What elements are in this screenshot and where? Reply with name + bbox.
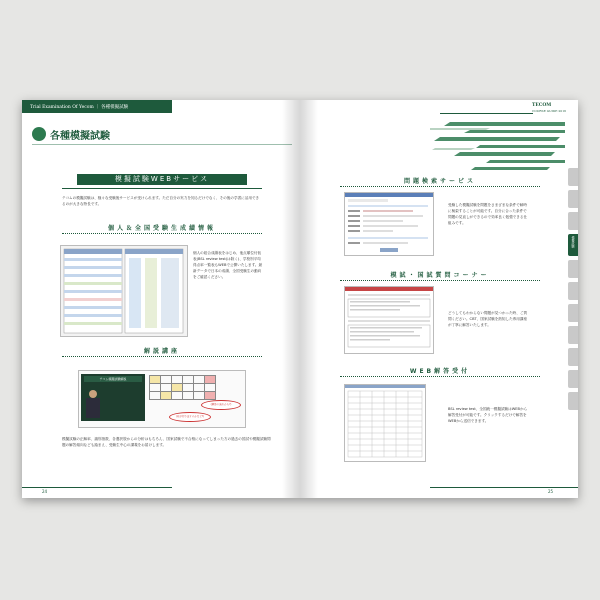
page-title: 各種模擬試験: [50, 131, 110, 142]
scores-text: 個人の総合成績表をはじめ、他点順位付低表(BSL review test)は除く)、学校別平均得点率一覧表もWEBで公開いたします。最新データで日本の成績、全国受験生の動向をご確認ください。: [193, 251, 263, 279]
left-page: [22, 100, 300, 498]
section-rule-lecture: [62, 356, 262, 357]
side-tab-9[interactable]: [568, 348, 578, 366]
section-title-lecture: 解説講座: [143, 348, 180, 355]
green-stripe-decoration: [430, 118, 565, 173]
side-tab-10[interactable]: [568, 370, 578, 388]
right-page-number: 25: [548, 489, 554, 494]
qa-text: どうしてもわからない問題が見つかった時、ご質問ください。CBT、国家試験を熟知した専用講座が丁寧に解答いたします。: [448, 311, 528, 327]
active-tab-label: 模擬試験: [571, 236, 575, 248]
left-footer-rule: [22, 487, 172, 488]
side-tab-8[interactable]: [568, 326, 578, 344]
score-sheet-graphic: [61, 246, 187, 336]
video-title: テコム模擬試験解説: [84, 376, 142, 382]
side-tab-11[interactable]: [568, 392, 578, 410]
web-answer-text: BSL review test、全国統一模擬試験はWEBから解答受付が可能です。クリックするだけで解答をWEBから送信できます。: [448, 407, 528, 423]
left-page-number: 24: [42, 489, 48, 494]
side-tab-6[interactable]: [568, 282, 578, 300]
left-gutter-shadow: [282, 100, 300, 498]
section-title-search: 問題検索サービス: [403, 178, 476, 185]
section-title-web-answer: WEB解答受付: [409, 368, 471, 375]
video-callout-2: (何が切り出すのかなど?): [169, 412, 211, 422]
intro-text: テコムの模擬試験は、様々な受験後サービスが受けられます。ただ自分の実力を知るだけでなく、その後の学習に活用できるのが大きな特長です。: [62, 196, 260, 206]
title-circle-icon: [32, 127, 46, 141]
section-rule-search: [340, 186, 540, 187]
right-gutter-shadow: [300, 100, 318, 498]
search-text: 受験した模擬試験を問題をさまざまな条件で瞬時に検索することが可能です。自分に合った条件で問題の見直しができるので効率良く勉強できる仕組みです。: [448, 203, 528, 225]
right-page: [300, 100, 578, 498]
section-title-scores: 個人＆全国受験生成績情報: [107, 225, 216, 232]
banner-rule: [62, 188, 262, 189]
side-tab-1[interactable]: [568, 168, 578, 186]
answer-sheet-graphic: [345, 385, 425, 461]
side-tab-active[interactable]: [568, 234, 578, 256]
answer-sheet-screenshot: [344, 384, 426, 462]
section-rule-scores: [62, 233, 262, 234]
right-header-sub: COURSE GUIDE 2016: [532, 109, 567, 113]
lecture-text: 模擬試験の正解率、識別指数、各選択肢からの分析はもちろん、国家試験で不合格になってしまった方の過去の国試や模擬試験問題の解答傾向なども踏まえ、受験生中心の講義をお届けします。: [62, 437, 271, 447]
brochure-spread: [22, 100, 578, 498]
title-rule: [32, 144, 292, 145]
video-table: [149, 375, 216, 400]
section-rule-qa: [340, 280, 540, 281]
right-header-brand: TECOM: [532, 103, 552, 108]
search-screenshot: [344, 192, 434, 256]
lecture-video-figure: [78, 370, 246, 428]
section-title-qa: 模試・国試質問コーナー: [390, 272, 490, 279]
right-footer-rule: [430, 487, 578, 488]
left-header-text: Trial Examination Of Yecom ｜ 各種模擬試験: [30, 105, 129, 110]
right-header-rule: [440, 113, 533, 114]
qa-screenshot: [344, 286, 434, 354]
video-callout-1: (解答の流れから?): [201, 400, 241, 410]
score-sheet-figure: [60, 245, 188, 337]
main-banner: 模擬試験WEBサービス: [77, 174, 247, 185]
lecturer-head: [89, 390, 97, 398]
side-tab-3[interactable]: [568, 212, 578, 230]
qa-screenshot-graphic: [345, 287, 433, 353]
lecturer-body: [86, 398, 100, 418]
search-screenshot-graphic: [345, 193, 433, 255]
side-tab-7[interactable]: [568, 304, 578, 322]
video-frame: [81, 374, 145, 421]
side-tab-5[interactable]: [568, 260, 578, 278]
section-rule-web-answer: [340, 376, 540, 377]
side-tab-2[interactable]: [568, 190, 578, 208]
